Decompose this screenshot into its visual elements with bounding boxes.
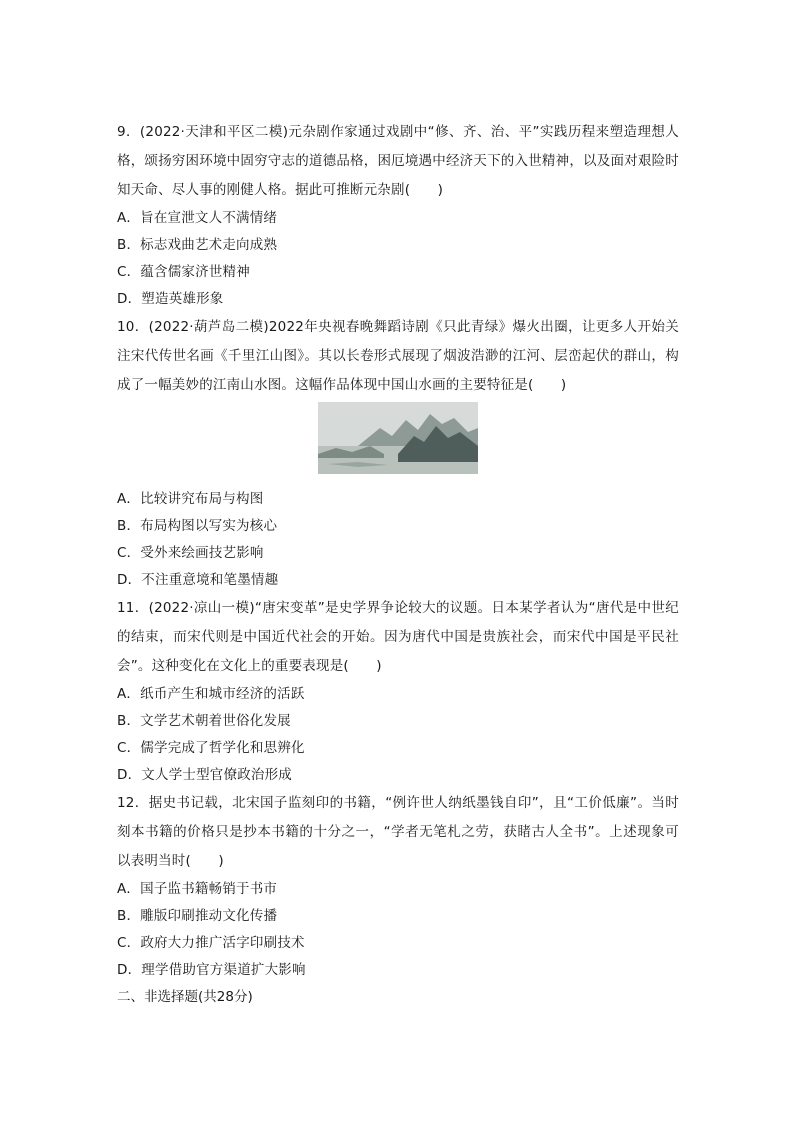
option-c[interactable]: C．政府大力推广活字印刷技术 — [117, 935, 305, 951]
painting-figure — [117, 402, 679, 474]
option-b[interactable]: B．标志戏曲艺术走向成熟 — [117, 237, 278, 253]
question-stem: 10．(2022·葫芦岛二模)2022年央视春晚舞蹈诗剧《只此青绿》爆火出圈，让更多人开始关注宋代传世名画《千里江山图》。其以长卷形式展现了烟波浩渺的江河、层峦起伏的群山，构成了一幅美妙的江南山水图。这幅作品体现中国山水画的主要特征是( ) — [117, 319, 679, 393]
option-d[interactable]: D．理学借助官方渠道扩大影响 — [117, 962, 306, 978]
exam-page — [117, 118, 679, 1011]
option-a[interactable]: A．旨在宣泄文人不满情绪 — [117, 210, 278, 226]
option-d[interactable]: D．塑造英雄形象 — [117, 291, 224, 307]
option-a[interactable]: A．纸币产生和城市经济的活跃 — [117, 686, 305, 702]
option-a[interactable]: A．国子监书籍畅销于书市 — [117, 881, 278, 897]
question-10 — [117, 313, 679, 594]
option-d[interactable]: D．文人学士型官僚政治形成 — [117, 767, 292, 783]
option-b[interactable]: B．文学艺术朝着世俗化发展 — [117, 713, 291, 729]
question-11 — [117, 594, 679, 789]
option-b[interactable]: B．雕版印刷推动文化传播 — [117, 908, 278, 924]
question-12 — [117, 789, 679, 984]
option-c[interactable]: C．受外来绘画技艺影响 — [117, 545, 264, 561]
landscape-painting-image — [318, 402, 478, 474]
question-stem: 11．(2022·凉山一模)“唐宋变革”是史学界争论较大的议题。日本某学者认为“唐代是中世纪的结束，而宋代则是中国近代社会的开始。因为唐代中国是贵族社会，而宋代中国是平民社会”。这种变化在文化上的重要表现是( ) — [117, 600, 679, 674]
section-heading: 二、非选择题(共28分) — [117, 989, 253, 1005]
question-stem: 12．据史书记载，北宋国子监刻印的书籍，“例许世人纳纸墨钱自印”，且“工价低廉”。当时刻本书籍的价格只是抄本书籍的十分之一，“学者无笔札之劳，获睹古人全书”。上述现象可以表明当时( ) — [117, 795, 679, 869]
option-c[interactable]: C．儒学完成了哲学化和思辨化 — [117, 740, 305, 756]
question-stem: 9．(2022·天津和平区二模)元杂剧作家通过戏剧中“修、齐、治、平”实践历程来塑造理想人格，颂扬穷困环境中固穷守志的道德品格，困厄境遇中经济天下的入世精神，以及面对艰险时知天命、尽人事的刚健人格。据此可推断元杂剧( ) — [117, 124, 679, 198]
option-b[interactable]: B．布局构图以写实为核心 — [117, 518, 278, 534]
question-9 — [117, 118, 679, 313]
option-d[interactable]: D．不注重意境和笔墨情趣 — [117, 572, 279, 588]
option-a[interactable]: A．比较讲究布局与构图 — [117, 491, 264, 507]
option-c[interactable]: C．蕴含儒家济世精神 — [117, 264, 250, 280]
